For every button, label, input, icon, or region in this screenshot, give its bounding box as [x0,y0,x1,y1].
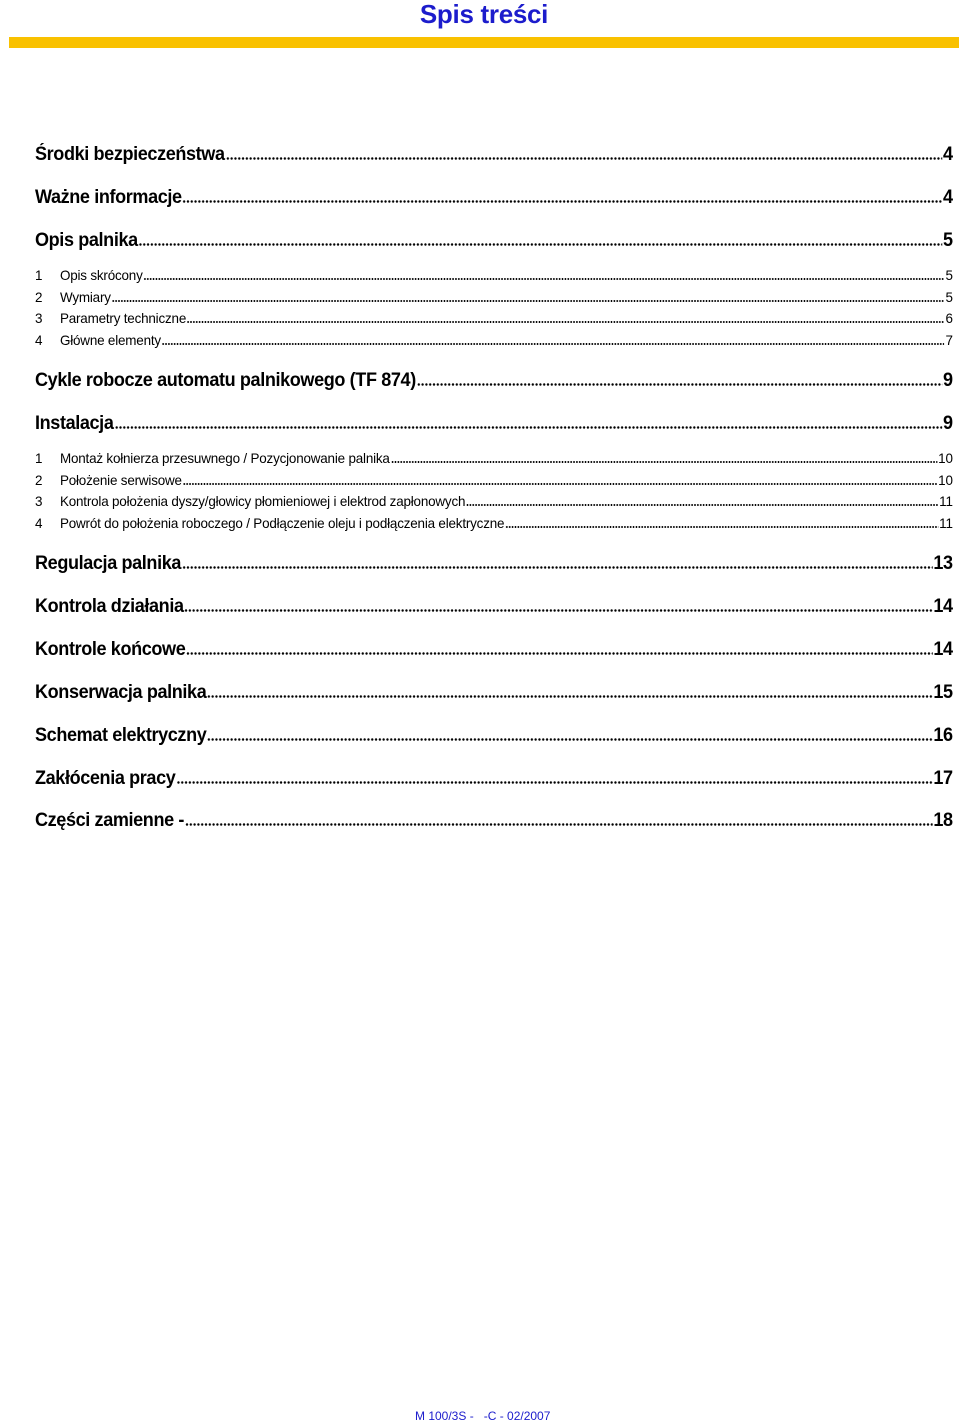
toc-entry-title: Konserwacja palnika [35,682,207,703]
toc-page-number: 18 [933,810,953,831]
toc-section-entry[interactable] [35,331,953,349]
toc-section-number: 1 [35,450,43,466]
toc-dot-leader [112,300,945,302]
toc-dot-leader [187,321,944,323]
toc-dot-leader [505,526,938,528]
toc-section-entry[interactable] [35,266,953,284]
toc-page-number: 11 [939,515,953,531]
toc-section-entry[interactable] [35,471,953,489]
toc-page-number: 7 [945,332,953,348]
toc-entry-title: Schemat elektryczny [35,725,207,746]
toc-page-number: 10 [938,450,953,466]
toc-dot-leader [185,823,932,826]
toc-dot-leader [182,566,932,569]
toc-page-number: 10 [938,472,953,488]
toc-entry-title: Główne elementy [59,332,161,348]
toc-page-number: 4 [943,187,953,208]
toc-entry-title: Cykle robocze automatu palnikowego (TF 874) [35,370,416,391]
toc-chapter-entry[interactable] [35,810,953,832]
toc-dot-leader [207,738,932,741]
toc-chapter-entry[interactable] [35,553,953,575]
toc-dot-leader [226,157,943,160]
toc-section-entry[interactable] [35,449,953,467]
header-accent-bar [9,37,959,48]
toc-entry-title: Montaż kołnierza przesuwnego / Pozycjonowanie palnika [59,450,390,466]
toc-page-number: 11 [939,493,953,509]
toc-page-number: 14 [933,639,953,660]
toc-section-number: 3 [35,310,43,326]
toc-section-number: 2 [35,289,43,305]
toc-section-number: 3 [35,493,43,509]
toc-page-number: 5 [945,289,953,305]
page-title: Spis treści [419,0,549,29]
toc-dot-leader [139,243,942,246]
toc-entry-title: Opis palnika [35,230,138,251]
toc-entry-title: Ważne informacje [35,187,182,208]
toc-dot-leader [162,343,945,345]
toc-page-number: 5 [943,230,953,251]
toc-section-entry[interactable] [35,514,953,532]
toc-entry-title: Kontrola działania [35,596,184,617]
toc-section-entry[interactable] [35,309,953,327]
toc-entry-title: Zakłócenia pracy [35,768,176,789]
toc-entry-title: Środki bezpieczeństwa [35,144,225,165]
toc-page-number: 5 [945,267,953,283]
toc-entry-title: Parametry techniczne [59,310,187,326]
toc-section-number: 4 [35,515,43,531]
toc-chapter-entry[interactable] [35,187,953,209]
toc-page-number: 17 [933,768,953,789]
toc-dot-leader [186,652,932,655]
toc-dot-leader [114,426,942,429]
document-footer: M 100/3S - -C - 02/2007 [415,1409,551,1423]
toc-dot-leader [183,200,942,203]
toc-section-number: 4 [35,332,43,348]
toc-chapter-entry[interactable] [35,725,953,747]
toc-entry-title: Powrót do położenia roboczego / Podłączenie oleju i podłączenia elektryczne [59,515,505,531]
toc-page-number: 6 [945,310,953,326]
toc-page-number: 9 [943,370,953,391]
toc-entry-title: Regulacja palnika [35,553,182,574]
toc-dot-leader [207,695,932,698]
toc-entry-title: Opis skrócony [59,267,143,283]
toc-page-number: 13 [933,553,953,574]
toc-entry-title: Części zamienne - [35,810,185,831]
toc-dot-leader [183,483,937,485]
toc-page-number: 15 [933,682,953,703]
toc-dot-leader [466,504,938,506]
toc-entry-title: Kontrola położenia dyszy/głowicy płomieniowej i elektrod zapłonowych [59,493,466,509]
toc-dot-leader [185,609,933,612]
toc-dot-leader [391,461,938,463]
toc-chapter-entry[interactable] [35,768,953,790]
toc-entry-title: Kontrole końcowe [35,639,186,660]
toc-entry-title: Położenie serwisowe [59,472,182,488]
toc-page-number: 4 [943,144,953,165]
toc-dot-leader [417,383,942,386]
toc-chapter-entry[interactable] [35,596,953,618]
toc-chapter-entry[interactable] [35,682,953,704]
toc-entry-title: Instalacja [35,413,114,434]
toc-dot-leader [176,781,932,784]
toc-chapter-entry[interactable] [35,230,953,252]
toc-chapter-entry[interactable] [35,370,953,392]
toc-section-entry[interactable] [35,492,953,510]
toc-chapter-entry[interactable] [35,144,953,166]
toc-page-number: 9 [943,413,953,434]
toc-page-number: 16 [933,725,953,746]
toc-entry-title: Wymiary [59,289,111,305]
toc-chapter-entry[interactable] [35,639,953,661]
toc-page-number: 14 [933,596,953,617]
toc-section-number: 1 [35,267,43,283]
toc-dot-leader [144,278,945,280]
toc-chapter-entry[interactable] [35,413,953,435]
toc-section-number: 2 [35,472,43,488]
toc-section-entry[interactable] [35,288,953,306]
